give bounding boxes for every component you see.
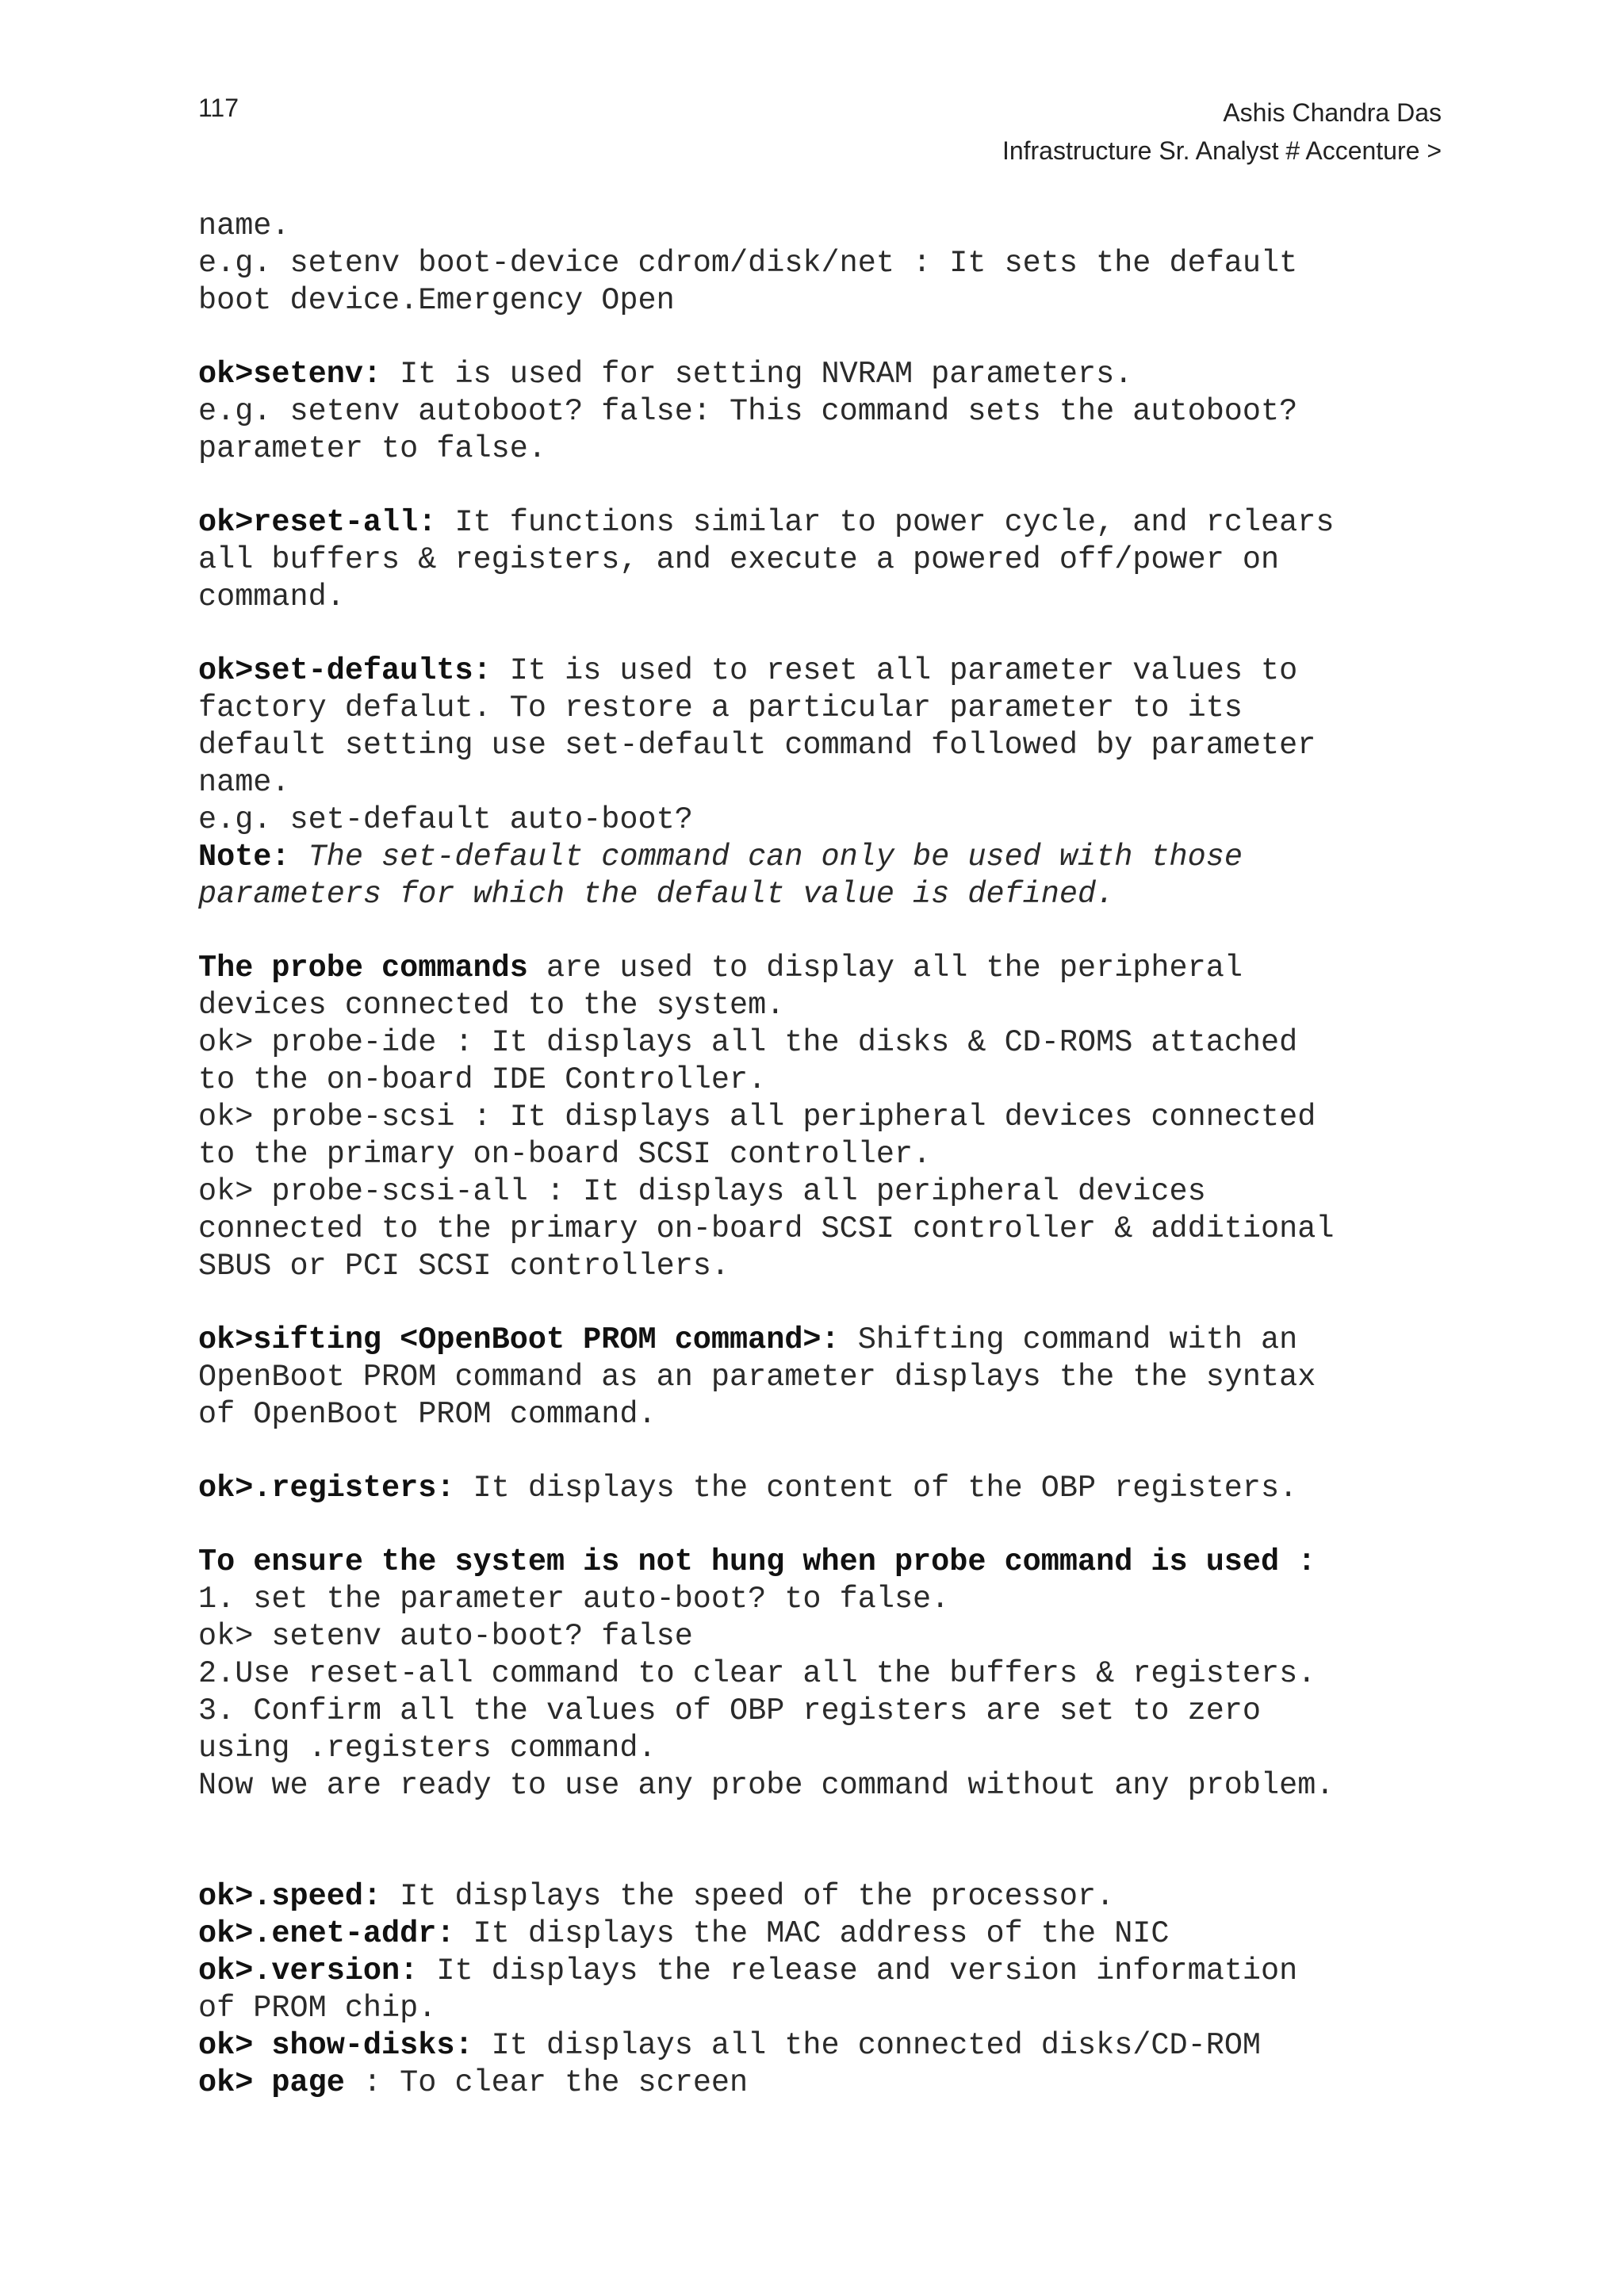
setenv-paragraph — [198, 356, 1467, 393]
note-line — [198, 839, 1467, 876]
body-text: It displays the content of the OBP registers. — [454, 1471, 1298, 1506]
body-line: name. — [198, 209, 290, 243]
body-line: ok> probe-ide : It displays all the disks & CD-ROMS attached — [198, 1025, 1298, 1060]
enet-addr-line — [198, 1915, 1467, 1953]
page-number: 117 — [198, 94, 239, 122]
body-text: It is used for setting NVRAM parameters. — [381, 357, 1133, 392]
version-line — [198, 1953, 1467, 1990]
probe-paragraph — [198, 950, 1467, 987]
set-defaults-paragraph — [198, 652, 1467, 690]
body-text: are used to display all the peripheral — [527, 951, 1243, 985]
registers-paragraph — [198, 1470, 1467, 1507]
command-name: ok>sifting <OpenBoot PROM command>: — [198, 1322, 840, 1357]
body-line: of OpenBoot PROM command. — [198, 1397, 657, 1432]
body-line: name. — [198, 765, 290, 800]
note-text: The set-default command can only be used with those — [289, 840, 1243, 874]
body-line: to the on-board IDE Controller. — [198, 1062, 767, 1097]
probe-heading: The probe commands — [198, 951, 528, 985]
body-text: It displays the MAC address of the NIC — [454, 1916, 1170, 1951]
body-line: e.g. setenv boot-device cdrom/disk/net : It sets the default — [198, 246, 1298, 281]
body-line: e.g. setenv autoboot? false: This command sets the autoboot? — [198, 394, 1298, 429]
running-header — [1002, 94, 1442, 170]
body-text: It displays the speed of the processor. — [381, 1879, 1115, 1914]
body-line: e.g. set-default auto-boot? — [198, 802, 693, 837]
command-name: ok> show-disks: — [198, 2028, 473, 2063]
body-line: connected to the primary on-board SCSI controller & additional — [198, 1211, 1335, 1246]
ensure-heading: To ensure the system is not hung when probe command is used : — [198, 1544, 1316, 1579]
body-line: ok> probe-scsi-all : It displays all peripheral devices — [198, 1174, 1206, 1209]
note-label: Note: — [198, 840, 290, 874]
body-text: It functions similar to power cycle, and rclears — [436, 505, 1335, 540]
body-line: all buffers & registers, and execute a powered off/power on — [198, 542, 1280, 577]
body-line: 2.Use reset-all command to clear all the buffers & registers. — [198, 1656, 1316, 1691]
note-line — [198, 876, 1467, 913]
author-affiliation: Infrastructure Sr. Analyst # Accenture > — [1002, 136, 1442, 165]
body-text: Shifting command with an — [839, 1322, 1298, 1357]
body-text: : To clear the screen — [344, 2065, 749, 2100]
author-name: Ashis Chandra Das — [1223, 98, 1442, 127]
body-line: parameter to false. — [198, 431, 546, 466]
command-name: ok>setenv: — [198, 357, 382, 392]
body-line: 3. Confirm all the values of OBP registers are set to zero — [198, 1693, 1262, 1728]
command-name: ok>.enet-addr: — [198, 1916, 455, 1951]
body-line: OpenBoot PROM command as an parameter displays the the syntax — [198, 1360, 1316, 1395]
body-line: command. — [198, 580, 345, 614]
body-line: factory defalut. To restore a particular parameter to its — [198, 691, 1243, 725]
body-line: ok> probe-scsi : It displays all peripheral devices connected — [198, 1100, 1316, 1135]
command-name: ok>set-defaults: — [198, 653, 492, 688]
speed-line — [198, 1878, 1467, 1915]
body-line: to the primary on-board SCSI controller. — [198, 1137, 932, 1172]
reset-all-paragraph — [198, 504, 1467, 541]
body-line: boot device.Emergency Open — [198, 283, 675, 318]
body-line: of PROM chip. — [198, 1991, 437, 2026]
page-line — [198, 2064, 1467, 2102]
command-name: ok>.speed: — [198, 1879, 382, 1914]
note-text: parameters for which the default value is defined. — [198, 877, 1115, 912]
command-name: ok>.registers: — [198, 1471, 455, 1506]
body-line: 1. set the parameter auto-boot? to false. — [198, 1582, 950, 1617]
show-disks-line — [198, 2027, 1467, 2064]
body-text: It is used to reset all parameter values to — [491, 653, 1298, 688]
command-name: ok>.version: — [198, 1954, 419, 1988]
body-line: SBUS or PCI SCSI controllers. — [198, 1249, 730, 1284]
command-name: ok>reset-all: — [198, 505, 437, 540]
body-text: It displays all the connected disks/CD-ROM — [473, 2028, 1262, 2063]
body-line: ok> setenv auto-boot? false — [198, 1619, 693, 1654]
body-line: devices connected to the system. — [198, 988, 785, 1023]
body-line: using .registers command. — [198, 1731, 657, 1766]
sifting-paragraph — [198, 1322, 1467, 1359]
body-line: Now we are ready to use any probe command without any problem. — [198, 1768, 1335, 1803]
document-body — [198, 208, 1467, 2102]
body-text: It displays the release and version information — [418, 1954, 1298, 1988]
command-name: ok> page — [198, 2065, 345, 2100]
body-line: default setting use set-default command followed by parameter — [198, 728, 1316, 763]
